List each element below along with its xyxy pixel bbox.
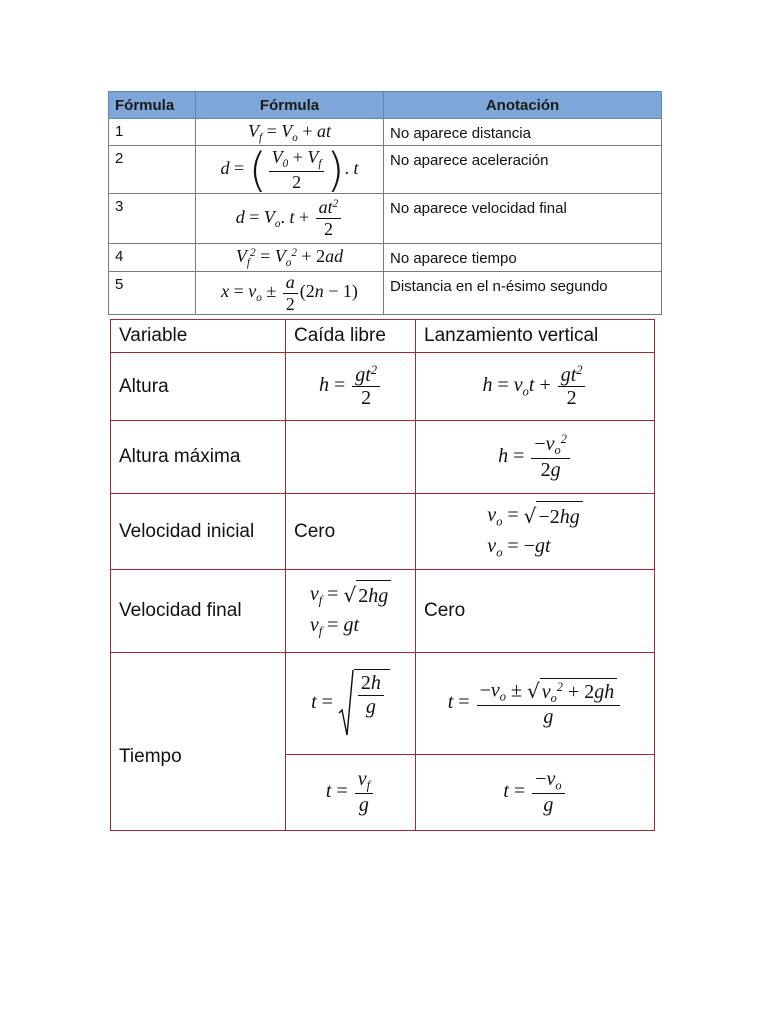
free-fall-cell [286,421,416,494]
time-velocity-formula: t = $\frac{v_f}{g}$ [326,780,375,802]
vertical-launch-cell [416,494,655,570]
row-number: 1 [109,119,196,146]
variable-cell: Altura [111,353,286,421]
vertical-motion-table [110,319,655,831]
formula-cell [196,119,384,146]
table-row [109,119,662,146]
formula-cell [196,272,384,315]
time-sqrt-formula: t = $\frac{2h}{g}$ [311,691,390,713]
table-row [111,570,655,653]
header-cell: Fórmula [196,92,384,119]
max-height-formula: h = $\frac{-v_o^2}{2g}$ [498,445,572,467]
free-fall-cell: Cero [286,494,416,570]
header-cell: Caída libre [286,320,416,353]
formula-cell [196,244,384,272]
note-cell: Distancia en el n-ésimo segundo [384,272,662,315]
variable-cell: Altura máxima [111,421,286,494]
note-cell: No aparece velocidad final [384,194,662,244]
vertical-launch-cell [416,353,655,421]
row-number: 3 [109,194,196,244]
table-row [111,494,655,570]
header-cell: Variable [111,320,286,353]
header-cell: Lanzamiento vertical [416,320,655,353]
table-row [111,353,655,421]
variable-cell: Velocidad inicial [111,494,286,570]
header-cell: Fórmula [109,92,196,119]
free-fall-height-formula: h = $\frac{gt^2}{2}$ [319,374,382,396]
table-row [111,653,655,755]
formula-4: $V_f^2 = V_o^2 + 2ad$ [235,246,344,269]
time-initial-velocity-formula: t = $\frac{-v_o}{g}$ [503,780,566,802]
free-fall-cell [286,353,416,421]
formula-1: $V_f = V_o$ + at [247,120,331,144]
note-cell: No aparece tiempo [384,244,662,272]
note-cell: No aparece aceleración [384,146,662,194]
free-fall-cell [286,570,416,653]
row-number: 4 [109,244,196,272]
formula-2: d = ( $\frac{V_0 + V_f}{2}$ ). t [220,142,359,197]
table-row [109,272,662,315]
free-fall-cell [286,653,416,755]
formula-cell [196,142,384,197]
formulas-table [108,91,662,315]
time-quadratic-formula: t = $\frac{-v_o \pm √ v_o^2 + 2gh}{g}$ [448,691,623,713]
formula-3: $d = V_o$. t + $\frac{at^2}{2}$ [236,207,344,227]
vertical-launch-cell [416,653,655,755]
formula-5: $x = v_o$ ± $\frac{a}{2}$ (2n − 1) [221,272,358,314]
table-header-row [111,320,655,353]
vertical-launch-cell [416,421,655,494]
row-number: 2 [109,146,196,194]
free-fall-cell [286,755,416,831]
vertical-launch-cell [416,755,655,831]
header-cell: Anotación [384,92,662,119]
formula-cell [196,194,384,244]
variable-cell: Velocidad final [111,570,286,653]
vertical-launch-cell: Cero [416,570,655,653]
table-row [109,146,662,194]
variable-cell: Tiempo [111,653,286,831]
table-row [111,421,655,494]
table-row [109,244,662,272]
initial-velocity-formulas: $v_o$ = √ −2hg $v_o = -gt$ [487,501,582,562]
table-row [109,194,662,244]
table-header-row [109,92,662,119]
row-number: 5 [109,272,196,315]
final-velocity-formulas: $v_f$ = √ 2hg $v_f$ = gt [310,580,391,641]
launch-height-formula: $h = v_ot$ + $\frac{gt^2}{2}$ [483,374,588,396]
note-cell: No aparece distancia [384,119,662,146]
